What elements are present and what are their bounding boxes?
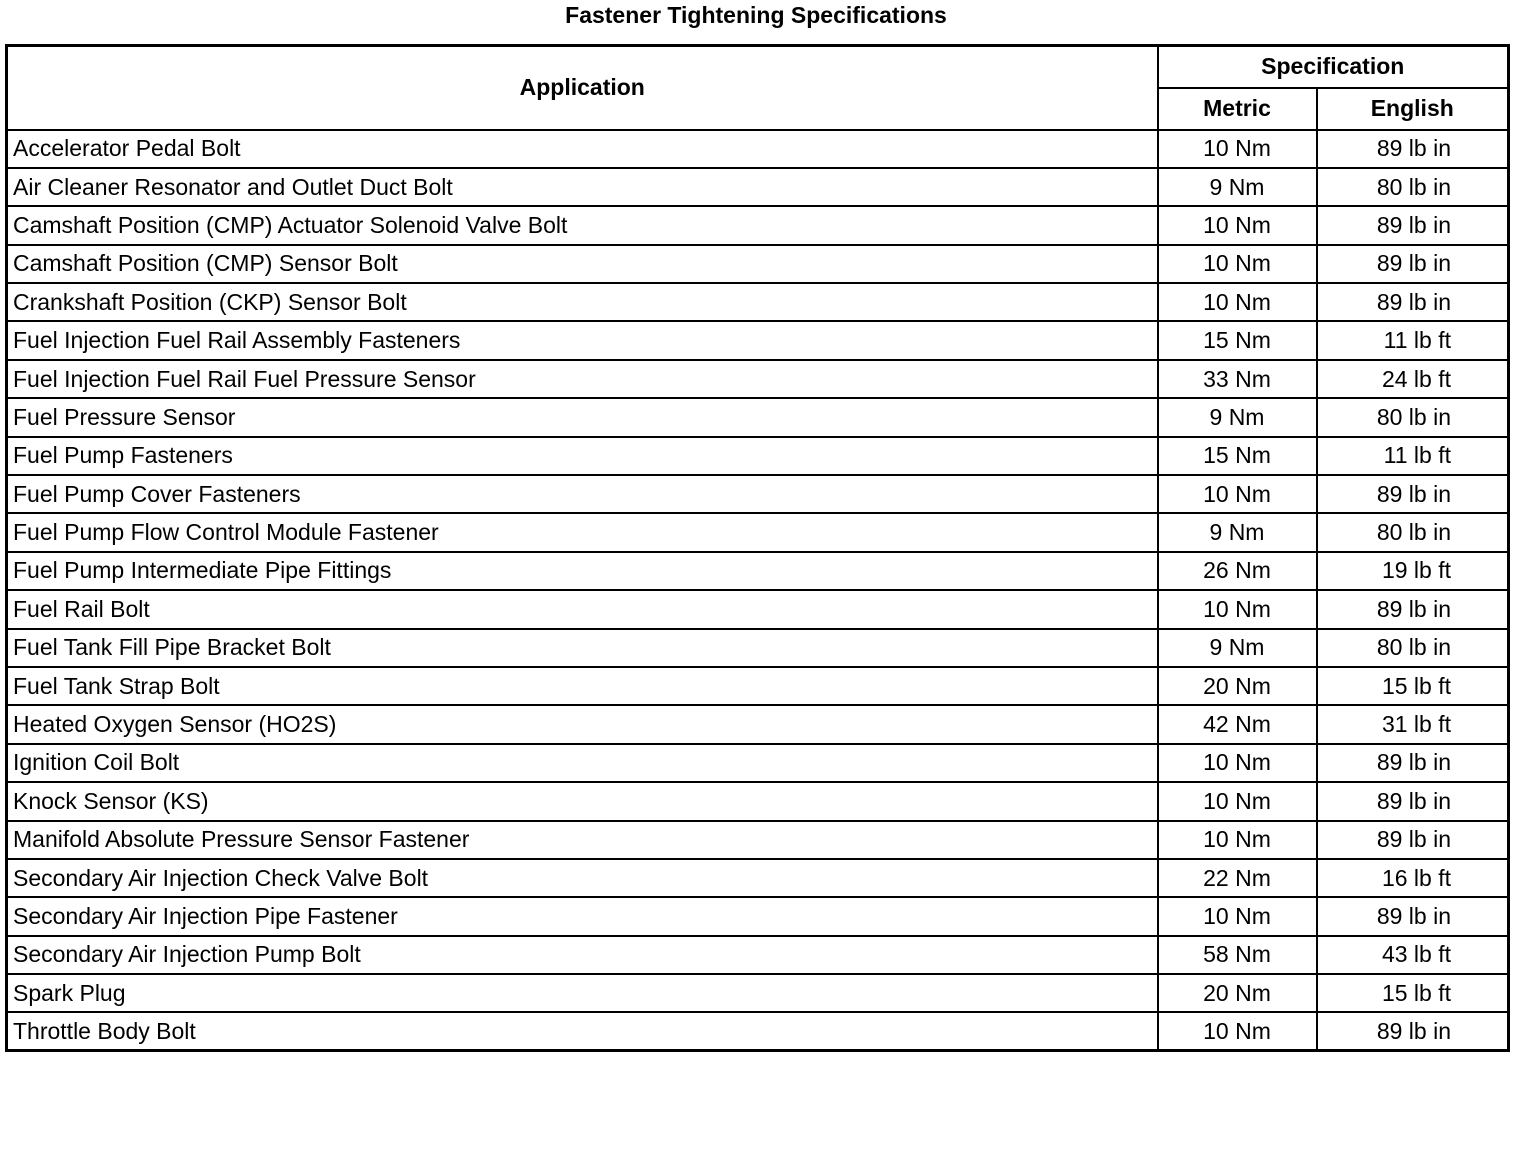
english-cell: 89 lb in (1317, 782, 1509, 820)
application-cell: Knock Sensor (KS) (7, 782, 1158, 820)
english-cell: 31 lb ft (1317, 705, 1509, 743)
application-cell: Manifold Absolute Pressure Sensor Fastener (7, 821, 1158, 859)
metric-cell: 20 Nm (1158, 974, 1317, 1012)
table-row (7, 782, 1509, 820)
application-cell: Fuel Pump Intermediate Pipe Fittings (7, 552, 1158, 590)
metric-cell: 10 Nm (1158, 475, 1317, 513)
english-cell: 89 lb in (1317, 283, 1509, 321)
table-row (7, 1012, 1509, 1050)
application-cell: Fuel Tank Fill Pipe Bracket Bolt (7, 629, 1158, 667)
application-cell: Fuel Injection Fuel Rail Fuel Pressure Sensor (7, 360, 1158, 398)
metric-cell: 10 Nm (1158, 897, 1317, 935)
table-row (7, 360, 1509, 398)
metric-cell: 33 Nm (1158, 360, 1317, 398)
english-cell: 89 lb in (1317, 245, 1509, 283)
metric-cell: 10 Nm (1158, 782, 1317, 820)
application-cell: Fuel Rail Bolt (7, 590, 1158, 628)
english-cell: 89 lb in (1317, 1012, 1509, 1050)
application-cell: Fuel Injection Fuel Rail Assembly Fasteners (7, 321, 1158, 359)
header-english: English (1317, 88, 1509, 130)
table-row (7, 821, 1509, 859)
english-cell: 89 lb in (1317, 206, 1509, 244)
metric-cell: 22 Nm (1158, 859, 1317, 897)
table-row (7, 130, 1509, 168)
metric-cell: 58 Nm (1158, 936, 1317, 974)
table-row (7, 321, 1509, 359)
english-cell: 80 lb in (1317, 398, 1509, 436)
english-cell: 89 lb in (1317, 130, 1509, 168)
table-row (7, 590, 1509, 628)
metric-cell: 9 Nm (1158, 629, 1317, 667)
table-row (7, 168, 1509, 206)
english-cell: 11 lb ft (1317, 321, 1509, 359)
english-cell: 89 lb in (1317, 897, 1509, 935)
table-row (7, 513, 1509, 551)
english-cell: 80 lb in (1317, 513, 1509, 551)
metric-cell: 10 Nm (1158, 130, 1317, 168)
english-cell: 80 lb in (1317, 629, 1509, 667)
table-row (7, 744, 1509, 782)
english-cell: 89 lb in (1317, 475, 1509, 513)
table-row (7, 936, 1509, 974)
header-metric: Metric (1158, 88, 1317, 130)
application-cell: Heated Oxygen Sensor (HO2S) (7, 705, 1158, 743)
application-cell: Fuel Pump Fasteners (7, 437, 1158, 475)
english-cell: 43 lb ft (1317, 936, 1509, 974)
application-cell: Secondary Air Injection Pipe Fastener (7, 897, 1158, 935)
table-row (7, 897, 1509, 935)
metric-cell: 10 Nm (1158, 821, 1317, 859)
english-cell: 24 lb ft (1317, 360, 1509, 398)
application-cell: Secondary Air Injection Pump Bolt (7, 936, 1158, 974)
table-row (7, 974, 1509, 1012)
metric-cell: 15 Nm (1158, 321, 1317, 359)
english-cell: 89 lb in (1317, 590, 1509, 628)
table-row (7, 667, 1509, 705)
header-specification: Specification (1158, 46, 1509, 88)
table-row (7, 437, 1509, 475)
metric-cell: 9 Nm (1158, 398, 1317, 436)
application-cell: Throttle Body Bolt (7, 1012, 1158, 1050)
table-row (7, 398, 1509, 436)
metric-cell: 42 Nm (1158, 705, 1317, 743)
application-cell: Fuel Pump Flow Control Module Fastener (7, 513, 1158, 551)
english-cell: 15 lb ft (1317, 974, 1509, 1012)
application-cell: Ignition Coil Bolt (7, 744, 1158, 782)
application-cell: Accelerator Pedal Bolt (7, 130, 1158, 168)
table-row (7, 552, 1509, 590)
application-cell: Camshaft Position (CMP) Sensor Bolt (7, 245, 1158, 283)
application-cell: Camshaft Position (CMP) Actuator Solenoid Valve Bolt (7, 206, 1158, 244)
english-cell: 11 lb ft (1317, 437, 1509, 475)
english-cell: 89 lb in (1317, 744, 1509, 782)
metric-cell: 10 Nm (1158, 744, 1317, 782)
english-cell: 15 lb ft (1317, 667, 1509, 705)
header-row-top (7, 46, 1509, 88)
english-cell: 89 lb in (1317, 821, 1509, 859)
metric-cell: 10 Nm (1158, 245, 1317, 283)
table-row (7, 859, 1509, 897)
table-header (7, 46, 1509, 130)
application-cell: Secondary Air Injection Check Valve Bolt (7, 859, 1158, 897)
english-cell: 19 lb ft (1317, 552, 1509, 590)
application-cell: Air Cleaner Resonator and Outlet Duct Bolt (7, 168, 1158, 206)
english-cell: 80 lb in (1317, 168, 1509, 206)
metric-cell: 9 Nm (1158, 168, 1317, 206)
english-cell: 16 lb ft (1317, 859, 1509, 897)
fastener-spec-table (5, 44, 1510, 1052)
table-row (7, 245, 1509, 283)
application-cell: Fuel Pressure Sensor (7, 398, 1158, 436)
metric-cell: 26 Nm (1158, 552, 1317, 590)
table-row (7, 629, 1509, 667)
page-title: Fastener Tightening Specifications (565, 2, 947, 28)
metric-cell: 10 Nm (1158, 590, 1317, 628)
application-cell: Crankshaft Position (CKP) Sensor Bolt (7, 283, 1158, 321)
metric-cell: 9 Nm (1158, 513, 1317, 551)
metric-cell: 15 Nm (1158, 437, 1317, 475)
metric-cell: 10 Nm (1158, 206, 1317, 244)
metric-cell: 20 Nm (1158, 667, 1317, 705)
application-cell: Fuel Tank Strap Bolt (7, 667, 1158, 705)
table-row (7, 283, 1509, 321)
application-cell: Fuel Pump Cover Fasteners (7, 475, 1158, 513)
metric-cell: 10 Nm (1158, 1012, 1317, 1050)
header-application: Application (7, 46, 1158, 130)
table-row (7, 705, 1509, 743)
application-cell: Spark Plug (7, 974, 1158, 1012)
metric-cell: 10 Nm (1158, 283, 1317, 321)
table-body (7, 130, 1509, 1051)
table-row (7, 206, 1509, 244)
table-row (7, 475, 1509, 513)
